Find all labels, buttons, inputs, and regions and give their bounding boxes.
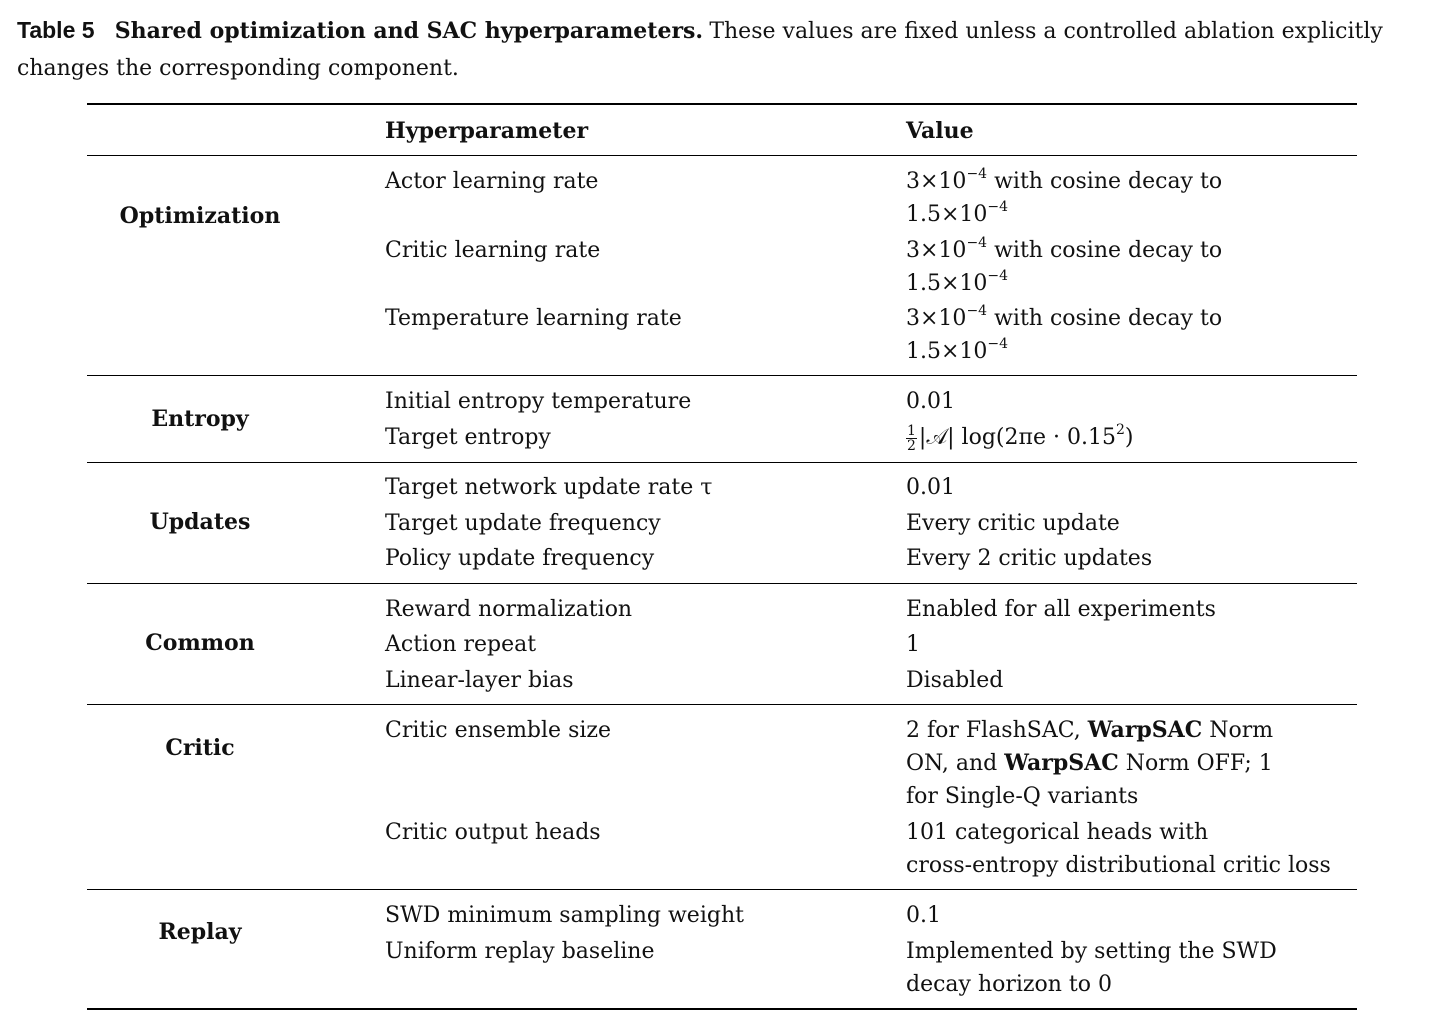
group-rule [87, 375, 1357, 376]
param-critic-output-heads: Critic output heads [385, 820, 601, 845]
group-rule [87, 583, 1357, 584]
value-tau: 0.01 [906, 475, 955, 500]
param-target-entropy: Target entropy [385, 425, 551, 450]
value-swd-minimum-sampling-weight: 0.1 [906, 903, 941, 928]
value-target-entropy: $\frac{1}{2}$ |𝒜| $\log(2\pi e \cdot 0.15^2)$ [907, 422, 1134, 454]
bottom-rule [87, 1008, 1357, 1010]
value-actor-lr: $3\times 10^{-4}$ with cosine decay to $1.5\times 10^{-4}$ [906, 166, 1223, 227]
param-linear-layer-bias: Linear-layer bias [385, 668, 574, 693]
header-hyperparameter: Hyperparameter [385, 118, 589, 144]
param-action-repeat: Action repeat [385, 632, 537, 657]
group-entropy: Entropy [151, 406, 249, 432]
caption-title: Shared optimization and SAC hyperparameters. [114, 18, 704, 44]
param-reward-normalization: Reward normalization [385, 597, 633, 622]
param-policy-update-frequency: Policy update frequency [385, 546, 655, 571]
value-temperature-lr: $3\times 10^{-4}$ with cosine decay to $1.5\times 10^{-4}$ [906, 303, 1223, 364]
table-label: Table 5 [17, 17, 95, 43]
param-initial-entropy-temperature: Initial entropy temperature [385, 389, 692, 414]
value-critic-lr: $3\times 10^{-4}$ with cosine decay to $1.5\times 10^{-4}$ [906, 235, 1223, 296]
param-uniform-replay-baseline: Uniform replay baseline [385, 939, 655, 964]
value-initial-entropy-temperature: 0.01 [906, 389, 955, 414]
fraction: $\frac{1}{2}$ [907, 422, 916, 454]
group-replay: Replay [158, 919, 242, 945]
group-critic: Critic [165, 735, 235, 761]
group-rule [87, 462, 1357, 463]
group-rule [87, 704, 1357, 705]
value-critic-output-heads: 101 categorical heads with cross-entropy distributional critic loss [906, 820, 1331, 878]
caption-body: These values are fixed unless a controlled ablation explicitly changes the corresponding component. [17, 19, 1383, 81]
param-swd-minimum-sampling-weight: SWD minimum sampling weight [385, 903, 744, 928]
value-uniform-replay-baseline: Implemented by setting the SWD decay horizon to 0 [906, 939, 1277, 997]
param-critic-lr: Critic learning rate [385, 238, 601, 263]
value-action-repeat: 1 [906, 632, 920, 657]
value-reward-normalization: Enabled for all experiments [906, 597, 1216, 622]
value-policy-update-frequency: Every 2 critic updates [906, 546, 1153, 571]
group-rule [87, 889, 1357, 890]
group-updates: Updates [149, 509, 251, 535]
header-value: Value [906, 118, 974, 144]
value-linear-layer-bias: Disabled [906, 668, 1004, 693]
param-tau: Target network update rate τ [385, 475, 713, 500]
param-actor-lr: Actor learning rate [385, 169, 599, 194]
param-critic-ensemble-size: Critic ensemble size [385, 718, 612, 743]
header-rule [87, 155, 1357, 156]
table-caption [17, 12, 1432, 87]
param-target-update-frequency: Target update frequency [385, 511, 661, 536]
group-common: Common [145, 630, 255, 656]
value-target-update-frequency: Every critic update [906, 511, 1120, 536]
param-temperature-lr: Temperature learning rate [385, 306, 682, 331]
group-optimization: Optimization [119, 203, 281, 229]
top-rule [87, 103, 1357, 105]
value-critic-ensemble-size: 2 for FlashSAC, WarpSAC Norm ON, and WarpSAC Norm OFF; 1 for Single-Q variants [906, 717, 1274, 809]
